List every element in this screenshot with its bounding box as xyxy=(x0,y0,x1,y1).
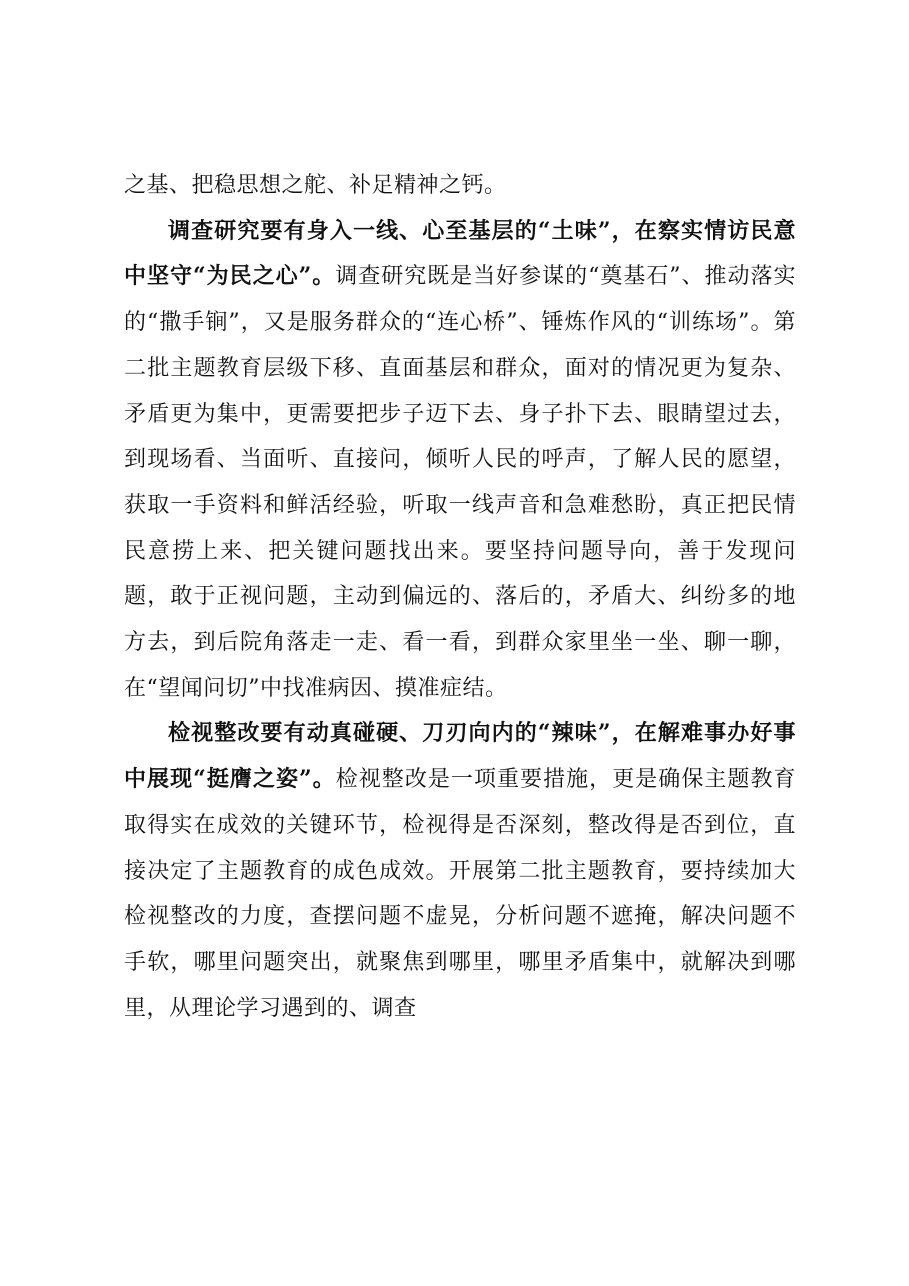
paragraph-lead: 检视整改要有动真碰硬、刀刃向内的“辣味”，在解难事办好事中展现“挺膺之姿”。 xyxy=(124,720,796,793)
paragraph-body: 调查研究既是当好参谋的“奠基石”、推动落实的“撒手锏”，又是服务群众的“连心桥”、锤炼作风的“训练场”。第二批主题教育层级下移、直面基层和群众，面对的情况更为复杂、矛盾更为集中，更需要把步子迈下去、身子扑下去、眼睛望过去，到现场看、当面听、直接问，倾听人民的呼声，了解人民的愿望，获取一手资料和鲜活经验，听取一线声音和急难愁盼，真正把民情民意捞上来、把关键问题找出来。要坚持问题导向，善于发现问题，敢于正视问题，主动到偏远的、落后的，矛盾大、纠纷多的地方去，到后院角落走一走、看一看，到群众家里坐一坐、聊一聊，在“望闻问切”中找准病因、摸准症结。 xyxy=(124,264,797,701)
paragraph-continuation xyxy=(124,163,796,209)
document-page xyxy=(124,163,796,1031)
paragraph-lead: 调查研究要有身入一线、心至基层的“土味”，在察实情访民意中坚守“为民之心”。 xyxy=(124,217,796,290)
paragraph-research xyxy=(124,209,796,712)
paragraph-body: 之基、把稳思想之舵、补足精神之钙。 xyxy=(124,173,507,198)
paragraph-body: 检视整改是一项重要措施，更是确保主题教育取得实在成效的关键环节，检视得是否深刻，整改得是否到位，直接决定了主题教育的成色成效。开展第二批主题教育，要持续加大检视整改的力度，查摆问题不虚晃，分析问题不遮掩，解决问题不手软，哪里问题突出，就聚焦到哪里，哪里矛盾集中，就解决到哪里，从理论学习遇到的、调查 xyxy=(124,767,796,1021)
paragraph-rectification xyxy=(124,711,796,1031)
